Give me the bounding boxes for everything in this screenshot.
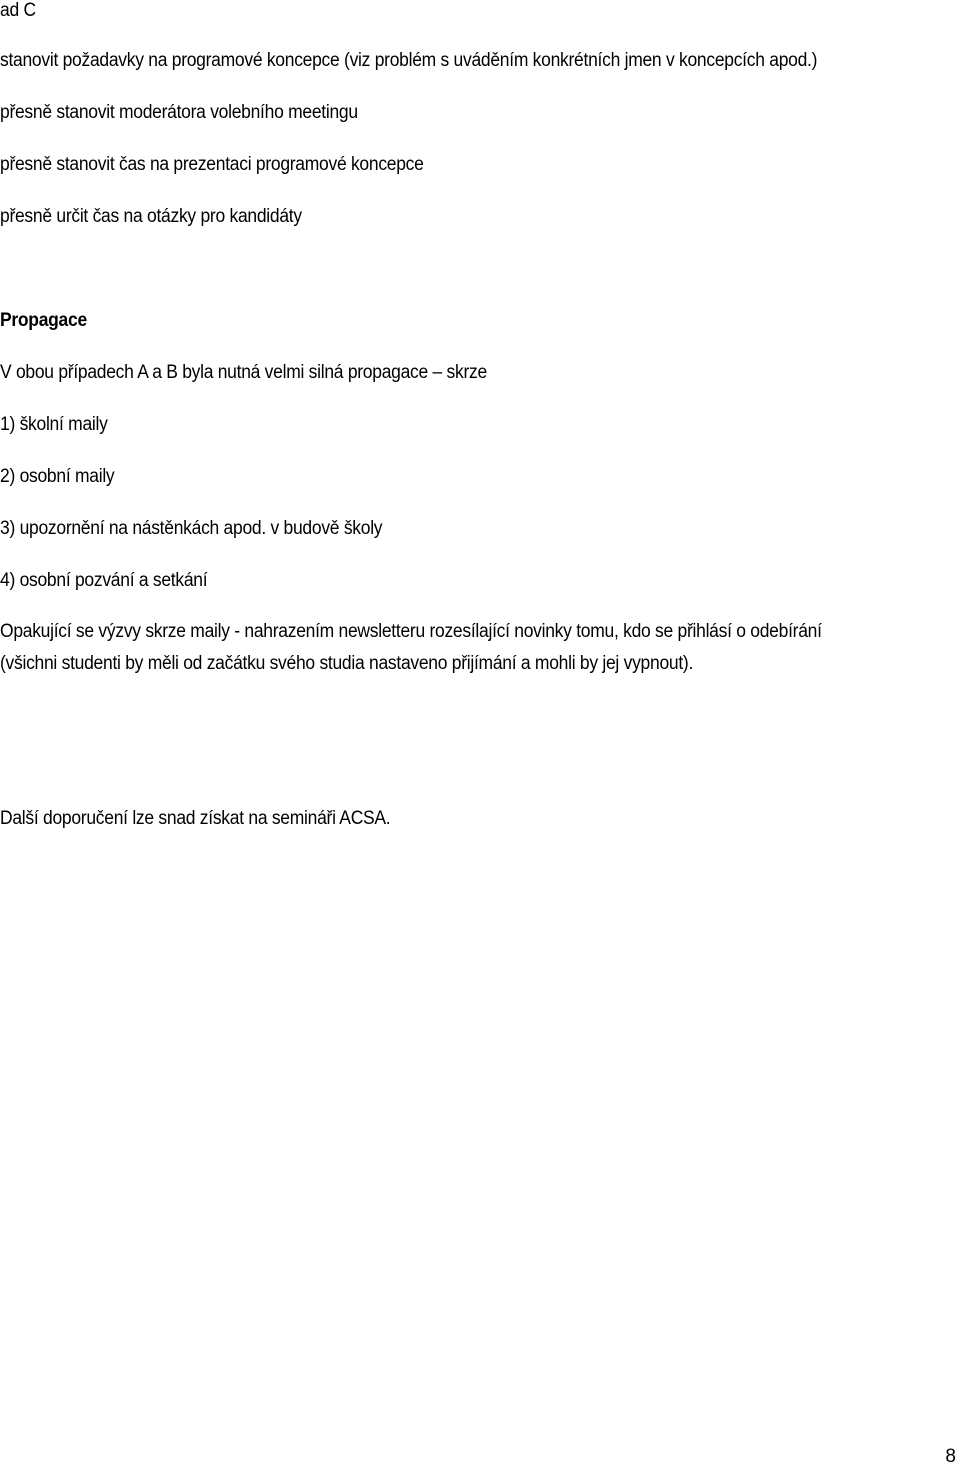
requirement-item-2: přesně stanovit moderátora volebního meetingu bbox=[0, 102, 358, 123]
propagace-paragraph bbox=[0, 616, 957, 680]
propagace-intro: V obou případech A a B byla nutná velmi silná propagace – skrze bbox=[0, 362, 487, 383]
closing-sentence: Další doporučení lze snad získat na semináři ACSA. bbox=[0, 808, 391, 829]
propagace-paragraph-line-2: (všichni studenti by měli od začátku svého studia nastaveno přijímání a mohli by jej vypnout). bbox=[0, 653, 694, 674]
propagace-list-item-2: 2) osobní maily bbox=[0, 466, 115, 487]
page-number: 8 bbox=[945, 1446, 956, 1467]
propagace-list-item-4: 4) osobní pozvání a setkání bbox=[0, 570, 208, 591]
propagace-list-item-1: 1) školní maily bbox=[0, 414, 108, 435]
propagace-list-item-3: 3) upozornění na nástěnkách apod. v budově školy bbox=[0, 518, 383, 539]
requirement-item-4: přesně určit čas na otázky pro kandidáty bbox=[0, 206, 302, 227]
section-heading-c: ad C bbox=[0, 0, 36, 21]
propagace-paragraph-line-1: Opakující se výzvy skrze maily - nahrazením newsletteru rozesílající novinky tomu, kdo se přihlásí o odebírání bbox=[0, 621, 822, 642]
requirement-item-1: stanovit požadavky na programové koncepce (viz problém s uváděním konkrétních jmen v koncepcích apod.) bbox=[0, 50, 818, 71]
propagace-heading: Propagace bbox=[0, 310, 87, 331]
requirement-item-3: přesně stanovit čas na prezentaci programové koncepce bbox=[0, 154, 424, 175]
